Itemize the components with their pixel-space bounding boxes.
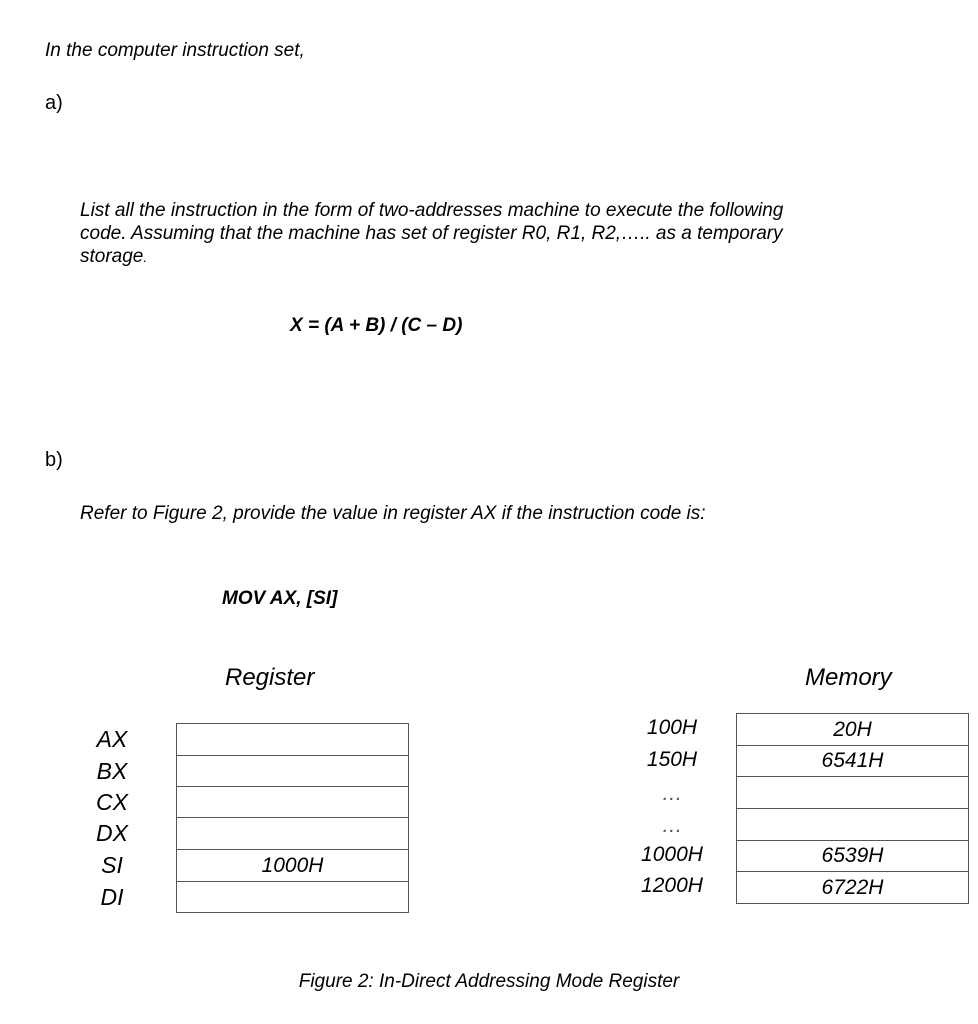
part-a-line-3-end: . [143, 249, 148, 265]
memory-address-150h: 150H [646, 748, 698, 771]
instruction-code: MOV AX, [SI] [222, 588, 338, 609]
memory-cell-ellipsis-1 [737, 777, 968, 809]
register-cell-dx [177, 818, 408, 850]
register-table [176, 723, 409, 913]
part-a-formula: X = (A + B) / (C – D) [290, 315, 463, 336]
register-cell-di [177, 882, 408, 912]
register-cell-cx [177, 787, 408, 818]
part-a-line-3 [80, 245, 905, 269]
memory-cell-1000h: 6539H [737, 841, 968, 872]
register-name-bx: BX [96, 758, 128, 784]
register-name-di: DI [100, 884, 124, 910]
register-name-dx: DX [96, 820, 128, 846]
part-a-line-2: code. Assuming that the machine has set of register R0, R1, R2,….. as a temporary [80, 223, 783, 244]
memory-address-ellipsis-2: … [661, 814, 683, 837]
part-a-question [80, 199, 905, 269]
memory-cell-1200h: 6722H [821, 875, 884, 899]
register-name-si: SI [101, 852, 123, 878]
memory-title: Memory [805, 664, 892, 691]
memory-address-1200h: 1200H [641, 874, 703, 897]
memory-cell-ellipsis-2 [737, 809, 968, 841]
part-b-label: b) [45, 449, 63, 471]
memory-address-100h: 100H [646, 716, 698, 739]
intro-text: In the computer instruction set, [45, 40, 305, 61]
part-a-label: a) [45, 92, 63, 114]
part-a-line-3-text: storage [80, 246, 144, 267]
register-title: Register [225, 664, 315, 691]
memory-address-ellipsis-1: … [661, 782, 683, 805]
figure-caption: Figure 2: In-Direct Addressing Mode Register [298, 971, 680, 992]
memory-address-1000h: 1000H [641, 843, 703, 866]
memory-table [736, 713, 969, 904]
register-cell-ax [177, 724, 408, 756]
register-cell-si: 1000H [177, 850, 408, 882]
part-b-question: Refer to Figure 2, provide the value in register AX if the instruction code is: [80, 503, 706, 524]
register-name-ax: AX [96, 726, 128, 752]
part-a-line-1: List all the instruction in the form of two-addresses machine to execute the following [80, 200, 784, 221]
register-name-cx: CX [96, 789, 128, 815]
memory-cell-150h: 6541H [737, 746, 968, 777]
register-cell-bx [177, 756, 408, 787]
memory-cell-100h: 20H [737, 714, 968, 746]
